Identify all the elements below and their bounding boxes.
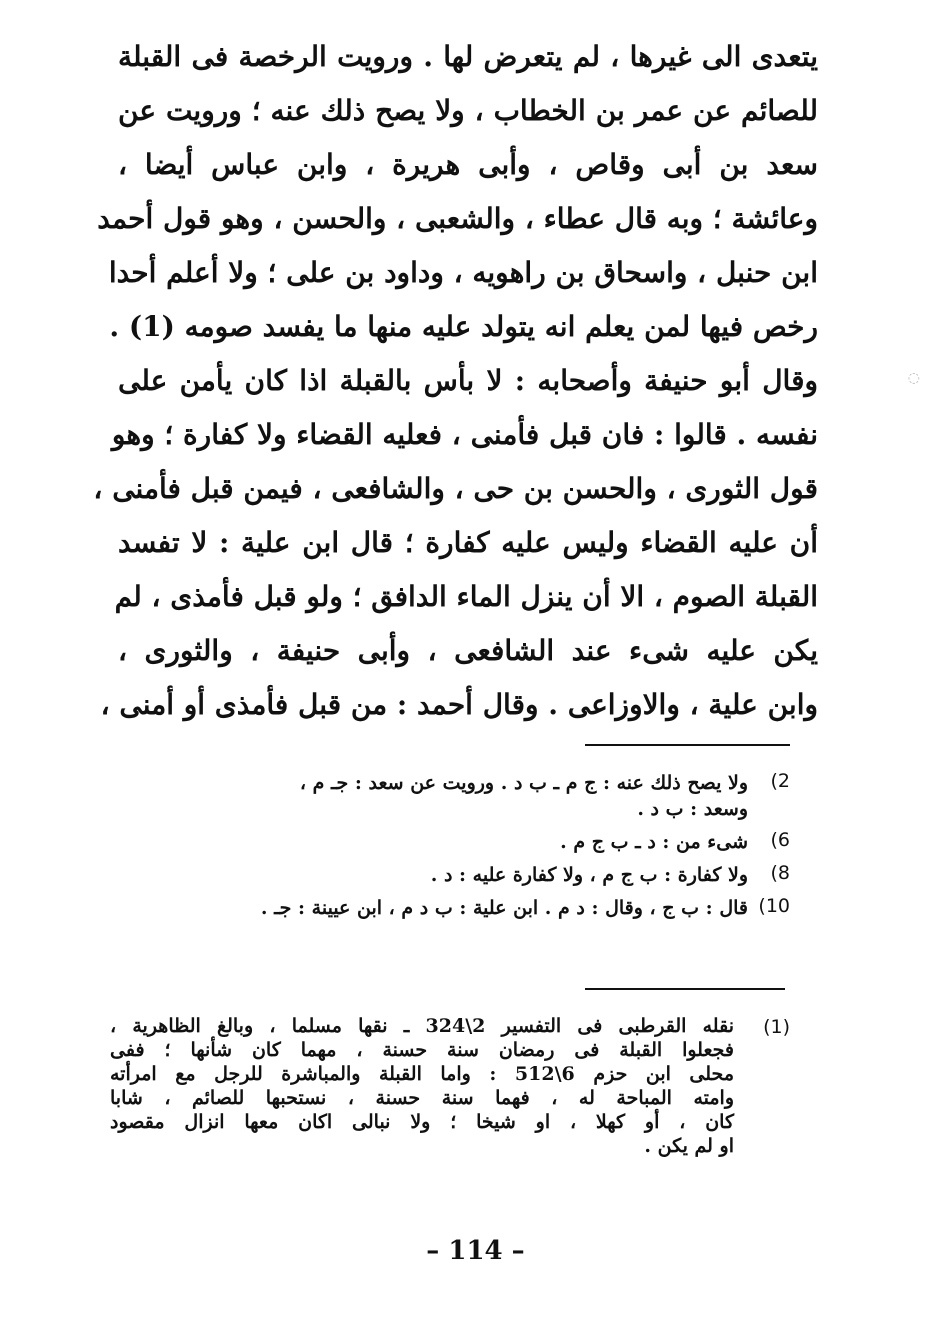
page-number: – 114 – [426,1236,525,1266]
variant-text: قال : ب ج ، وقال : د م . ابن علية : ب د م ، ابن عيينة : جـ . [260,897,748,919]
variant-line-number: (8 [770,862,790,884]
scan-mark: ◌ [907,370,920,386]
variant-line-number: (6 [770,829,790,851]
variant-note [100,862,790,888]
variant-line-number: (2 [770,770,790,792]
text-line: يتعدى الى غيرها ، لم يتعرض لها . ورويت الرخصة فى القبلة [118,40,818,73]
footnote-line: وامته المباحة له ، فهما سنة حسنة ، نستحبها للصائم ، شابا [110,1087,734,1109]
variant-note [100,829,790,855]
text-line: قول الثورى ، والحسن بن حى ، والشافعى ، فيمن قبل فأمنى ، [93,472,818,505]
footnote-line: فجعلوا القبلة فى رمضان سنة حسنة ، مهما كان شأنها ؛ ففى [110,1039,734,1061]
variant-text: ولا كفارة : ب ج م ، ولا كفارة عليه : د . [430,864,748,886]
text-line: سعد بن أبى وقاص ، وأبى هريرة ، وابن عباس أيضا ، [118,148,819,181]
text-line: رخص فيها لمن يعلم انه يتولد عليه منها ما يفسد صومه (1) . [109,310,818,343]
variant-text: ولا يصح ذلك عنه : ج م ـ ب د . ورويت عن سعد : جـ م ، [299,772,748,794]
footnotes [110,1014,790,1158]
text-line: القبلة الصوم ، الا أن ينزل الماء الدافق ؛ ولو قبل فأمذى ، لم [114,580,818,613]
text-line: للصائم عن عمر بن الخطاب ، ولا يصح ذلك عنه ؛ ورويت عن [118,94,818,127]
main-text [93,30,819,732]
footnote-line: او لم يكن . [644,1135,734,1157]
text-line: وقال أبو حنيفة وأصحابه : لا بأس بالقبلة اذا كان يأمن على [118,364,818,397]
text-line: أن عليه القضاء وليس عليه كفارة ؛ قال ابن علية : لا تفسد [118,526,818,559]
footnote-line: نقله القرطبى فى التفسير 2\324 ـ نقها مسلما ، وبالغ الظاهرية ، [110,1015,734,1037]
divider-rule [585,988,785,990]
variant-text: شىء من : د ـ ب ج م . [560,831,748,853]
variant-text: وسعد : ب د . [637,798,748,820]
variant-note [100,770,790,822]
variant-note [100,895,790,921]
text-line: وعائشة ؛ وبه قال عطاء ، والشعبى ، والحسن ، وهو قول أحمد [97,202,818,235]
footnote [110,1014,790,1158]
text-line: ابن حنبل ، واسحاق بن راهويه ، وداود بن على ؛ ولا أعلم أحدا [108,256,818,289]
divider-rule [585,744,790,746]
footnote-line: محلى ابن حزم 6\512 : واما القبلة والمباشرة للرجل مع امرأته [110,1063,735,1085]
text-line: يكن عليه شىء عند الشافعى ، وأبى حنيفة ، والثورى ، [118,634,818,667]
footnote-number: (1) [763,1016,790,1038]
variant-notes [100,770,790,928]
footnote-line: كان ، أو كهلا ، او شيخا ؛ ولا نبالى اكان معها انزال مقصود [110,1111,734,1133]
text-line: وابن علية ، والاوزاعى . وقال أحمد : من قبل فأمذى أو أمنى ، [100,688,818,721]
text-line: نفسه . قالوا : فان قبل فأمنى ، فعليه القضاء ولا كفارة ؛ وهو [111,418,818,451]
variant-line-number: (10 [758,895,790,917]
